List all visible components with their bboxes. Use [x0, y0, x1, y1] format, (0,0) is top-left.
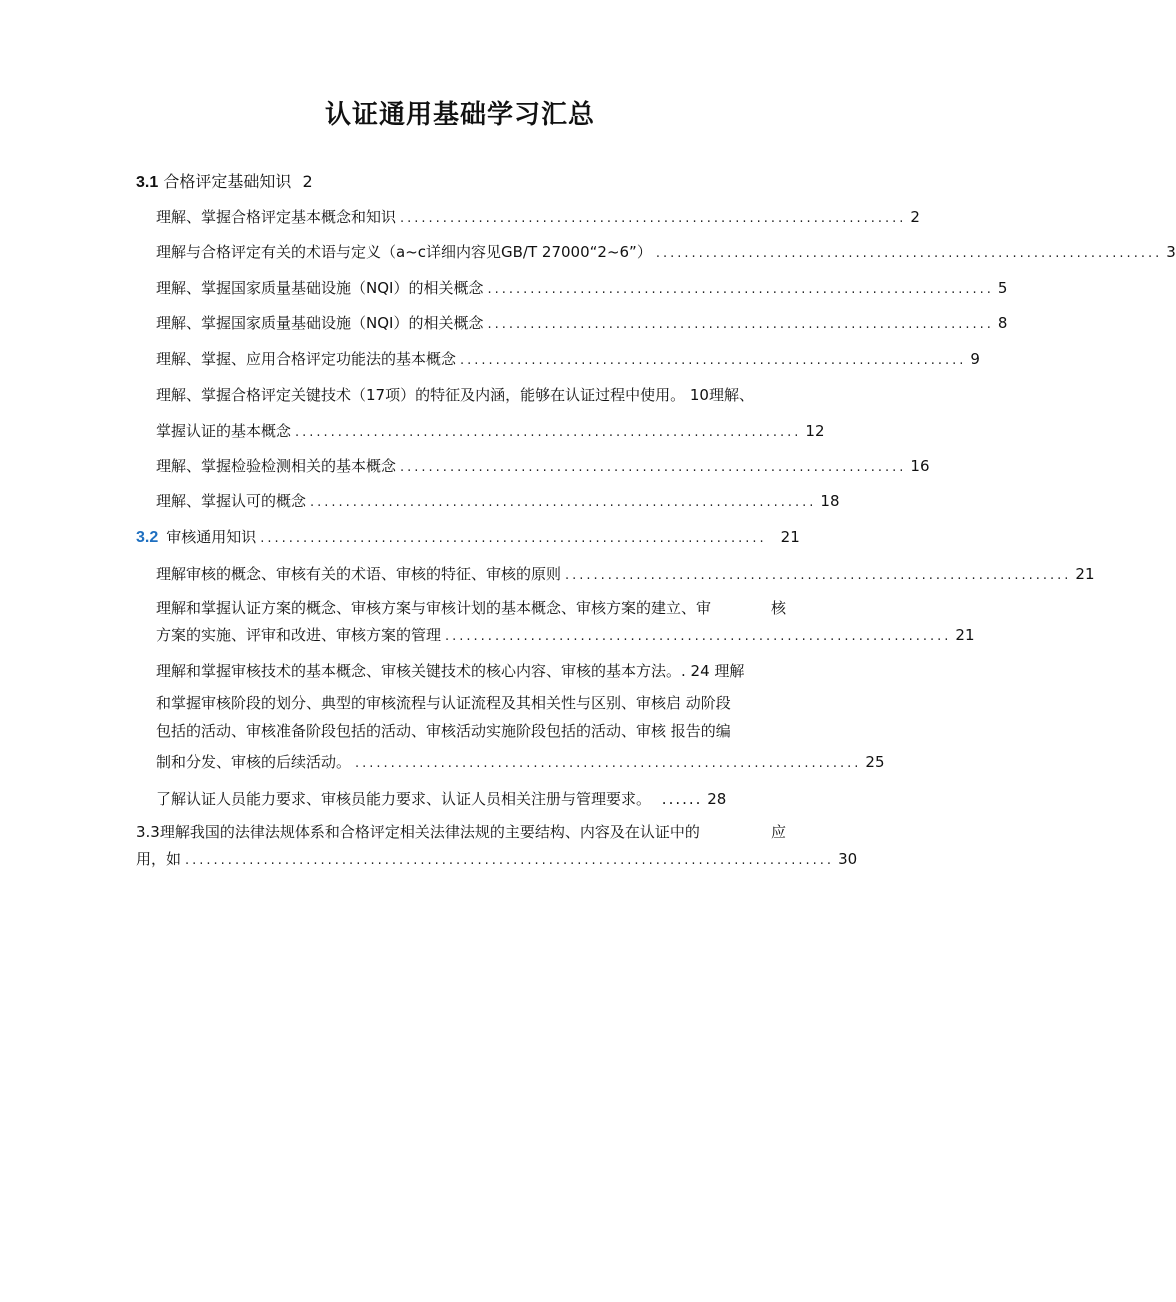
toc-entry-3[interactable]	[156, 278, 1008, 300]
leader-dots: .......................................................................	[400, 460, 907, 475]
entry-page: 9	[970, 350, 980, 368]
toc-entry-11-line4[interactable]	[156, 752, 885, 774]
entry-text: 理解和掌握审核技术的基本概念、审核关键技术的核心内容、审核的基本方法。. 24 理解	[156, 662, 745, 680]
toc-entry-9[interactable]	[156, 564, 1095, 586]
section-page: 2	[302, 172, 313, 191]
toc-entry-4[interactable]	[156, 313, 1008, 335]
toc-section-3-3-line1[interactable]	[136, 822, 786, 842]
section-text-end: 应	[770, 823, 786, 841]
entry-text-end: 核	[770, 599, 786, 617]
entry-page: 5	[997, 279, 1008, 297]
toc-section-3-3-line2[interactable]	[136, 849, 858, 871]
entry-text: 理解、掌握合格评定关键技术（17项）的特征及内涵，能够在认证过程中使用。 10理解、	[156, 386, 754, 404]
entry-page: 3	[1166, 243, 1176, 261]
leader-dots: .......................................................................	[655, 246, 1163, 261]
toc-section-3-2[interactable]	[136, 527, 800, 549]
section-number: 3.1	[136, 174, 159, 191]
section-page: 21	[780, 528, 800, 546]
entry-page: 18	[820, 492, 840, 510]
leader-dots: .......................................................................	[295, 425, 802, 440]
section-label: 合格评定基础知识	[163, 172, 292, 191]
leader-dots: .......................................................................	[310, 495, 817, 510]
toc-entry-10-line2[interactable]	[156, 625, 975, 647]
leader-dots: ......	[661, 790, 703, 808]
entry-text: 和掌握审核阶段的划分、典型的审核流程与认证流程及其相关性与区别、审核启 动阶段	[156, 694, 731, 712]
leader-dots: .......................................................................	[487, 282, 994, 297]
entry-text: 理解和掌握认证方案的概念、审核方案与审核计划的基本概念、审核方案的建立、审	[156, 599, 712, 617]
leader-dots: .......................................................................	[565, 568, 1072, 583]
section-number: 3.2	[136, 529, 159, 546]
leader-dots: .......................................................................	[355, 756, 862, 771]
toc-entry-11-line2	[156, 693, 788, 713]
entry-text: 包括的活动、审核准备阶段包括的活动、审核活动实施阶段包括的活动、审核 报告的编	[156, 722, 731, 740]
leader-dots: .......................................................................	[400, 211, 907, 226]
toc-entry-11-line3	[156, 721, 788, 741]
toc-entry-2[interactable]	[156, 242, 1176, 264]
entry-label: 制和分发、审核的后续活动。	[156, 753, 352, 771]
entry-label: 理解审核的概念、审核有关的术语、审核的特征、审核的原则	[156, 565, 562, 583]
toc-entry-8[interactable]	[156, 491, 840, 513]
leader-dots: .......................................................................	[445, 629, 952, 644]
toc-section-3-1[interactable]	[136, 172, 313, 193]
entry-label: 理解、掌握国家质量基础设施（NQI）的相关概念	[156, 279, 484, 297]
toc-entry-5[interactable]	[156, 349, 980, 371]
leader-dots: .......................................................................	[487, 317, 994, 332]
entry-page: 16	[910, 457, 930, 475]
section-label: 审核通用知识	[166, 528, 257, 546]
page-title: 认证通用基础学习汇总	[324, 100, 595, 130]
entry-page: 8	[997, 314, 1008, 332]
entry-label: 理解、掌握国家质量基础设施（NQI）的相关概念	[156, 314, 484, 332]
toc-entry-12[interactable]	[156, 789, 782, 809]
entry-label: 理解与合格评定有关的术语与定义（a~c详细内容见GB/T 27000“2~6”）	[156, 243, 652, 261]
toc-entry-6-line1[interactable]	[156, 385, 788, 405]
toc-entry-11-line1[interactable]	[156, 661, 788, 681]
entry-label: 了解认证人员能力要求、审核员能力要求、认证人员相关注册与管理要求。	[156, 790, 652, 808]
leader-dots: .......................................................................	[260, 531, 767, 546]
entry-label: 理解、掌握认可的概念	[156, 492, 307, 510]
entry-page: 25	[865, 753, 885, 771]
toc-entry-7[interactable]	[156, 456, 930, 478]
entry-label: 方案的实施、评审和改进、审核方案的管理	[156, 626, 442, 644]
entry-label: 理解、掌握合格评定基本概念和知识	[156, 208, 397, 226]
toc-entry-6-line2[interactable]	[156, 421, 825, 443]
entry-page: 12	[805, 422, 825, 440]
toc-entry-1[interactable]	[156, 207, 920, 229]
leader-dots: .......................................................................	[460, 353, 967, 368]
entry-label: 理解、掌握检验检测相关的基本概念	[156, 457, 397, 475]
section-label: 用，如	[136, 850, 182, 868]
entry-label: 掌握认证的基本概念	[156, 422, 292, 440]
section-page: 30	[838, 850, 858, 868]
entry-page: 21	[1075, 565, 1095, 583]
entry-page: 28	[707, 790, 727, 808]
section-text: 3.3理解我国的法律法规体系和合格评定相关法律法规的主要结构、内容及在认证中的	[136, 823, 700, 841]
toc-entry-10-line1[interactable]	[156, 598, 786, 618]
entry-page: 2	[910, 208, 920, 226]
entry-page: 21	[955, 626, 975, 644]
entry-label: 理解、掌握、应用合格评定功能法的基本概念	[156, 350, 457, 368]
leader-dots: ...........................................................................................	[185, 853, 835, 868]
